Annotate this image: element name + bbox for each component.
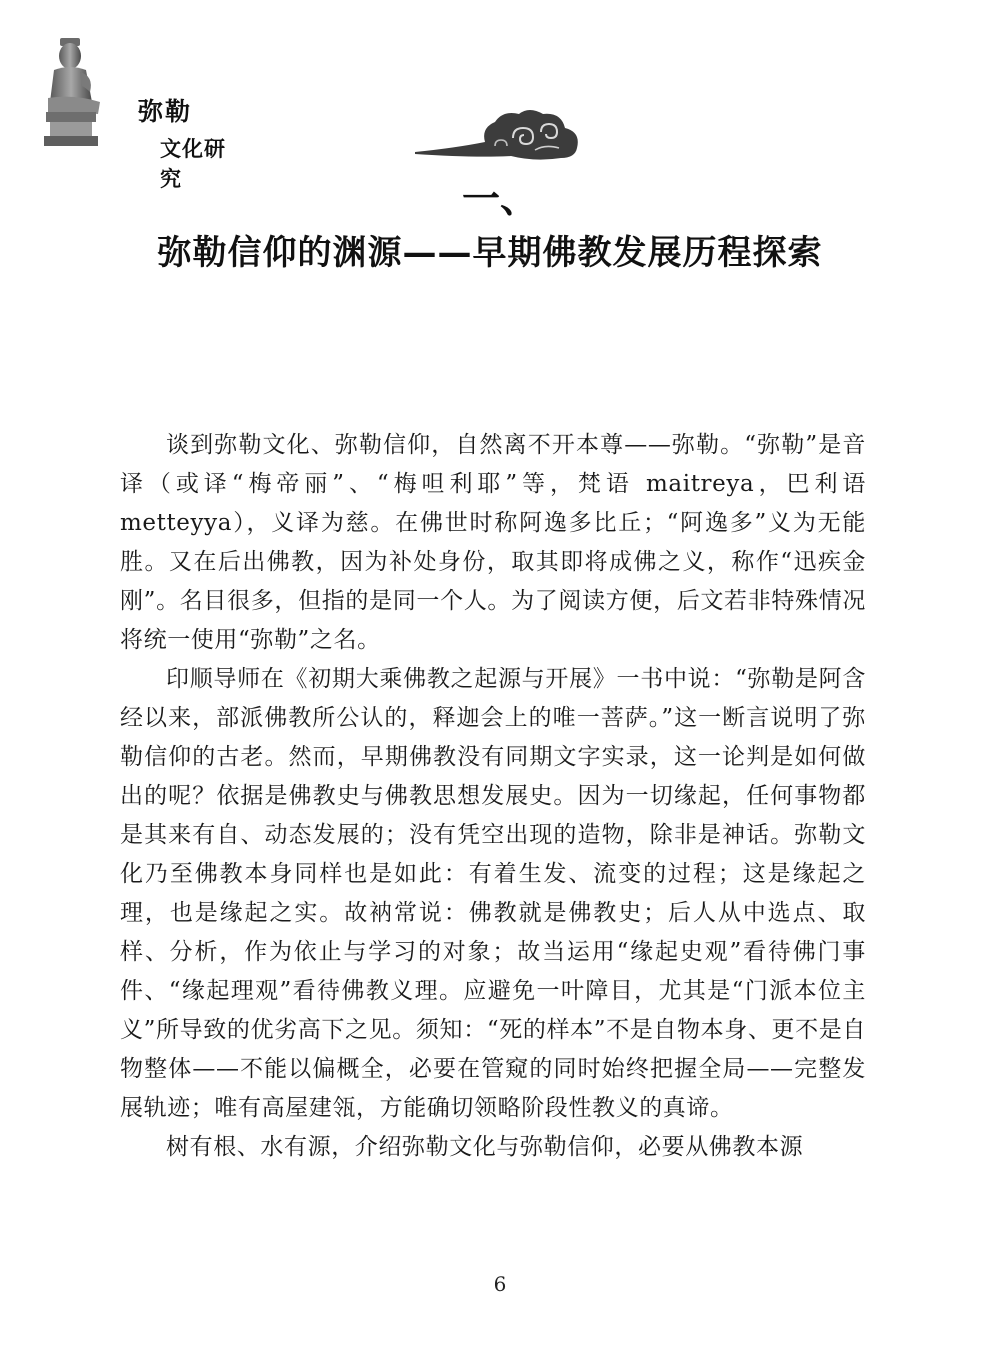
logo-title-line2: 文化研究 bbox=[160, 137, 226, 191]
chapter-number: 一、 bbox=[461, 177, 538, 221]
paragraph: 印顺导师在《初期大乘佛教之起源与开展》一书中说：“弥勒是阿含经以来，部派佛教所公认的，释迦会上的唯一菩萨。”这一断言说明了弥勒信仰的古老。然而，早期佛教没有同期文字实录，这一论判是如何做出的呢？依据是佛教史与佛教思想发展史。因为一切缘起，任何事物都是其来有自、动态发展的；没有凭空出现的造物，除非是神话。弥勒文化乃至佛教本身同样也是如此：有着生发、流变的过程；这是缘起之理，也是缘起之实。故衲常说：佛教就是佛教史；后人从中选点、取样、分析，作为依止与学习的对象；故当运用“缘起史观”看待佛门事件、“缘起理观”看待佛教义理。应避免一叶障目，尤其是“门派本位主义”所导致的优劣高下之见。须知：“死的样本”不是自物本身、更不是自物整体——不能以偏概全，必要在管窥的同时始终把握全局——完整发展轨迹；唯有高屋建瓴，方能确切领略阶段性教义的真谛。 bbox=[120, 666, 866, 1121]
running-header-logo bbox=[40, 36, 230, 191]
chapter-title: 弥勒信仰的渊源——早期佛教发展历程探索 bbox=[157, 233, 823, 273]
paragraph: 谈到弥勒文化、弥勒信仰，自然离不开本尊——弥勒。“弥勒”是音译（或译“梅帝丽”、“梅呾利耶”等，梵语 maitreya，巴利语 metteyya），义译为慈。在佛世时称阿逸多比丘；“阿逸多”义为无能胜。又在后出佛教，因为补处身份，取其即将成佛之义，称作“迅疾金刚”。名目很多，但指的是同一个人。为了阅读方便，后文若非特殊情况将统一使用“弥勒”之名。 bbox=[120, 432, 866, 653]
page-number: 6 bbox=[493, 1272, 507, 1296]
body-text bbox=[120, 426, 866, 1167]
auspicious-cloud-icon bbox=[415, 108, 585, 168]
logo-title-line1: 弥勒 bbox=[138, 97, 193, 126]
paragraph: 树有根、水有源，介绍弥勒文化与弥勒信仰，必要从佛教本源 bbox=[166, 1134, 804, 1160]
maitreya-statue-icon bbox=[40, 36, 110, 148]
